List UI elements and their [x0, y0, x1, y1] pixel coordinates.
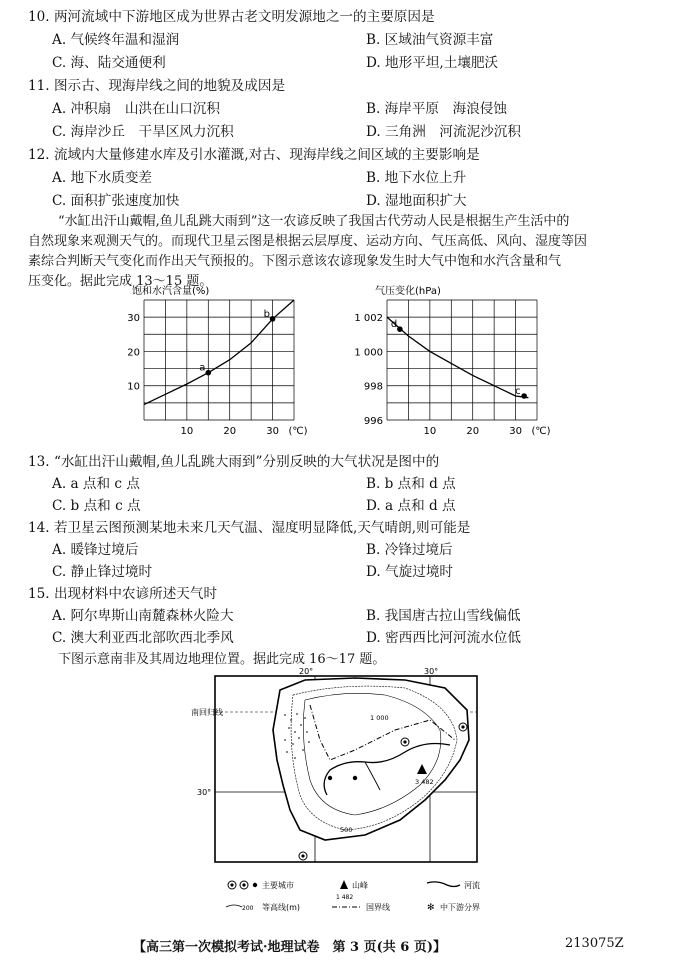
series-line	[144, 300, 294, 405]
q10-option-c: C. 海、陆交通便利	[52, 55, 166, 71]
q14-option-b: B. 冷锋过境后	[366, 542, 453, 558]
q14-stem: 14. 若卫星云图预测某地未来几天气温、湿度明显降低,天气晴朗,则可能是	[28, 520, 471, 536]
y-tick-label: 1 002	[354, 313, 383, 325]
passage1-line2: 自然现象来观测天气的。而现代卫星云图是根据云层厚度、运动方向、气压高低、风向、湿度等因	[28, 234, 588, 249]
map-contour-500: 500	[340, 826, 353, 834]
q11-option-d: D. 三角洲 河流泥沙沉积	[366, 124, 521, 140]
x-axis-unit: (℃)	[531, 426, 551, 437]
map-lon-30: 30°	[424, 667, 439, 676]
q14-option-d: D. 气旋过境时	[366, 564, 454, 580]
x-tick-label: 10	[423, 426, 437, 437]
q11-option-a: A. 冲积扇 山洪在山口沉积	[52, 101, 220, 117]
legend-border: 国界线	[366, 903, 390, 912]
x-axis-unit: (℃)	[288, 426, 308, 437]
data-point-c	[521, 393, 527, 399]
x-tick-label: 30	[266, 426, 279, 437]
y-axis-label: 气压变化(hPa)	[375, 286, 441, 297]
q12-option-c: C. 面积扩张速度加快	[52, 193, 180, 209]
q12-option-d: D. 湿地面积扩大	[366, 193, 467, 209]
map-peak-height: 3 482	[415, 778, 434, 786]
map-tropic-label: 南回归线	[191, 708, 223, 717]
q10-option-b: B. 区域油气资源丰富	[366, 32, 494, 48]
map-lat-30: 30°	[197, 788, 212, 797]
q11-stem: 11. 图示古、现海岸线之间的地貌及成因是	[28, 78, 286, 94]
x-tick-label: 30	[509, 426, 522, 437]
data-point-label-b: b	[263, 308, 270, 320]
data-point-label-a: a	[199, 362, 206, 374]
y-tick-label: 30	[127, 313, 140, 325]
q12-option-b: B. 地下水位上升	[366, 170, 467, 186]
passage1-line3: 素综合判断天气变化而作出天气预报的。下图示意该农谚现象发生时大气中饱和水汽含量和气	[28, 254, 562, 269]
map-legend	[222, 873, 502, 915]
y-tick-label: 998	[363, 381, 383, 393]
q12-stem: 12. 流域内大量修建水库及引水灌溉,对古、现海岸线之间区域的主要影响是	[28, 147, 480, 163]
y-tick-label: 10	[127, 381, 140, 393]
pressure-change-chart	[345, 288, 565, 448]
q11-option-c: C. 海岸沙丘 干旱区风力沉积	[52, 124, 234, 140]
data-point-label-c: c	[515, 386, 521, 397]
x-tick-label: 20	[466, 426, 480, 437]
q11-option-b: B. 海岸平原 海浪侵蚀	[366, 101, 507, 117]
q15-option-d: D. 密西西比河河流水位低	[366, 630, 521, 646]
q10-stem: 10. 两河流域中下游地区成为世界古老文明发源地之一的主要原因是	[28, 9, 435, 25]
q13-option-c: C. b 点和 c 点	[52, 498, 141, 514]
q15-option-a: A. 阿尔卑斯山南麓森林火险大	[52, 608, 234, 624]
legend-reach: 中下游分界	[440, 903, 480, 912]
legend-contour-num: 200	[242, 905, 254, 912]
footer-title: 【高三第一次模拟考试·地理试卷 第 3 页(共 6 页)】	[133, 940, 447, 955]
map-contour-1000: 1 000	[370, 714, 389, 722]
data-point-label-d: d	[390, 319, 398, 331]
q14-option-a: A. 暖锋过境后	[52, 542, 139, 558]
q13-option-b: B. b 点和 d 点	[366, 476, 456, 492]
passage2: 下图示意南非及其周边地理位置。据此完成 16～17 题。	[58, 652, 386, 667]
q15-option-c: C. 澳大利亚西北部吹西北季风	[52, 630, 234, 646]
legend-peak: 山峰	[352, 881, 368, 890]
q15-option-b: B. 我国唐古拉山雪线偏低	[366, 608, 521, 624]
x-tick-label: 10	[180, 426, 194, 437]
star-icon: ✻	[427, 903, 435, 913]
x-tick-label: 20	[223, 426, 237, 437]
legend-river: 河流	[464, 881, 480, 890]
q13-stem: 13. “水缸出汗山戴帽,鱼儿乱跳大雨到”分别反映的大气状况是图中的	[28, 454, 440, 470]
data-point-a	[205, 370, 211, 376]
map-lon-20: 20°	[299, 667, 314, 676]
q10-option-a: A. 气候终年温和湿润	[52, 32, 180, 48]
legend-peak-num: 1 482	[336, 894, 354, 901]
saturation-vapor-chart	[112, 288, 312, 448]
q15-stem: 15. 出现材料中农谚所述天气时	[28, 586, 218, 602]
passage1-line1: “水缸出汗山戴帽,鱼儿乱跳大雨到”这一农谚反映了我国古代劳动人民是根据生产生活中的	[58, 214, 570, 229]
q14-option-c: C. 静止锋过境时	[52, 564, 153, 580]
south-africa-map	[191, 667, 485, 870]
data-point-d	[397, 326, 403, 332]
y-tick-label: 996	[363, 416, 383, 427]
q13-option-a: A. a 点和 c 点	[52, 476, 140, 492]
q13-option-d: D. a 点和 d 点	[366, 498, 456, 514]
y-axis-label: 饱和水汽含量(%)	[132, 286, 210, 297]
data-point-b	[270, 316, 276, 322]
footer-code: 213075Z	[565, 936, 624, 951]
passage1-line4: 压变化。据此完成 13～15 题。	[28, 274, 213, 289]
legend-contour: 等高线(m)	[262, 903, 301, 912]
q12-option-a: A. 地下水质变差	[52, 170, 153, 186]
legend-city: 主要城市	[262, 881, 294, 890]
q10-option-d: D. 地形平坦,土壤肥沃	[366, 55, 499, 71]
y-tick-label: 1 000	[354, 347, 383, 359]
y-tick-label: 20	[127, 347, 140, 359]
